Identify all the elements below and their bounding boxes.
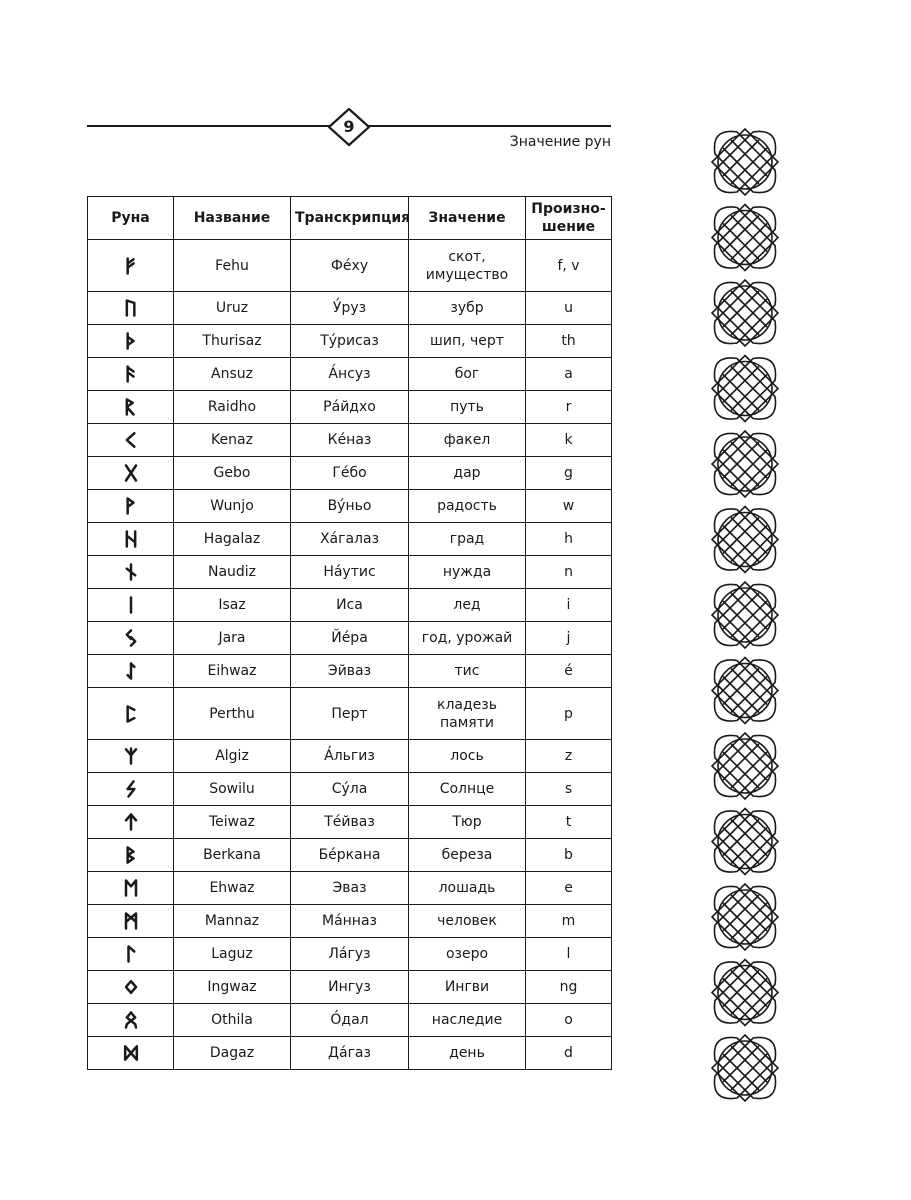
cell-meaning: Солнце — [409, 773, 526, 806]
cell-name: Uruz — [174, 292, 291, 325]
knot-ornament — [712, 356, 778, 422]
rune-wunjo-icon — [121, 496, 141, 516]
cell-name: Algiz — [174, 740, 291, 773]
cell-meaning: лось — [409, 740, 526, 773]
cell-pronunciation: l — [526, 938, 612, 971]
rune-cell — [88, 589, 174, 622]
cell-name: Perthu — [174, 688, 291, 740]
rune-gebo-icon — [121, 463, 141, 483]
cell-name: Raidho — [174, 391, 291, 424]
cell-pronunciation: ng — [526, 971, 612, 1004]
cell-meaning: день — [409, 1037, 526, 1070]
cell-meaning: тис — [409, 655, 526, 688]
cell-transcription: А́льгиз — [291, 740, 409, 773]
cell-name: Isaz — [174, 589, 291, 622]
cell-meaning: бог — [409, 358, 526, 391]
rune-cell — [88, 325, 174, 358]
rune-isaz-icon — [121, 595, 141, 615]
cell-meaning: год, урожай — [409, 622, 526, 655]
rune-ehwaz-icon — [121, 878, 141, 898]
rune-mannaz-icon — [121, 911, 141, 931]
rune-eihwaz-icon — [121, 661, 141, 681]
table-header-row — [88, 197, 612, 240]
knot-ornament — [712, 280, 778, 346]
table-row — [88, 1004, 612, 1037]
rune-cell — [88, 773, 174, 806]
rune-cell — [88, 292, 174, 325]
rune-kenaz-icon — [121, 430, 141, 450]
knot-ornament — [712, 960, 778, 1026]
table-row — [88, 773, 612, 806]
cell-name: Sowilu — [174, 773, 291, 806]
rune-laguz-icon — [121, 944, 141, 964]
cell-pronunciation: d — [526, 1037, 612, 1070]
rune-cell — [88, 490, 174, 523]
cell-transcription: О́дал — [291, 1004, 409, 1037]
knot-ornament — [712, 809, 778, 875]
knot-ornament — [712, 507, 778, 573]
cell-meaning: скот, имущество — [409, 240, 526, 292]
cell-transcription: Ге́бо — [291, 457, 409, 490]
cell-pronunciation: g — [526, 457, 612, 490]
cell-transcription: Ха́галаз — [291, 523, 409, 556]
table-row — [88, 457, 612, 490]
table-row — [88, 905, 612, 938]
rune-table — [87, 196, 612, 1070]
knot-ornament — [712, 658, 778, 724]
cell-meaning: озеро — [409, 938, 526, 971]
cell-pronunciation: th — [526, 325, 612, 358]
cell-transcription: Эваз — [291, 872, 409, 905]
rune-raidho-icon — [121, 397, 141, 417]
table-row — [88, 1037, 612, 1070]
cell-transcription: Ву́ньо — [291, 490, 409, 523]
rune-cell — [88, 391, 174, 424]
table-row — [88, 240, 612, 292]
rune-cell — [88, 655, 174, 688]
knot-ornament — [712, 1035, 778, 1101]
table-row — [88, 325, 612, 358]
rune-cell — [88, 905, 174, 938]
cell-pronunciation: b — [526, 839, 612, 872]
cell-transcription: Перт — [291, 688, 409, 740]
cell-meaning: лед — [409, 589, 526, 622]
cell-transcription: Да́газ — [291, 1037, 409, 1070]
cell-meaning: шип, черт — [409, 325, 526, 358]
cell-pronunciation: e — [526, 872, 612, 905]
cell-name: Wunjo — [174, 490, 291, 523]
table-row — [88, 391, 612, 424]
table-row — [88, 424, 612, 457]
rune-cell — [88, 938, 174, 971]
cell-name: Fehu — [174, 240, 291, 292]
rune-cell — [88, 457, 174, 490]
rune-cell — [88, 872, 174, 905]
cell-meaning: человек — [409, 905, 526, 938]
cell-name: Mannaz — [174, 905, 291, 938]
rune-cell — [88, 1037, 174, 1070]
cell-meaning: радость — [409, 490, 526, 523]
cell-name: Thurisaz — [174, 325, 291, 358]
cell-meaning: путь — [409, 391, 526, 424]
celtic-knot-border — [708, 124, 782, 1104]
cell-name: Naudiz — [174, 556, 291, 589]
rune-teiwaz-icon — [121, 812, 141, 832]
knot-ornament — [712, 884, 778, 950]
rune-cell — [88, 556, 174, 589]
rune-cell — [88, 971, 174, 1004]
cell-transcription: Ра́йдхо — [291, 391, 409, 424]
column-header: Произно- шение — [526, 197, 612, 240]
cell-pronunciation: m — [526, 905, 612, 938]
rune-othila-icon — [121, 1010, 141, 1030]
rune-cell — [88, 358, 174, 391]
rune-cell — [88, 622, 174, 655]
cell-transcription: А́нсуз — [291, 358, 409, 391]
cell-meaning: нужда — [409, 556, 526, 589]
cell-pronunciation: h — [526, 523, 612, 556]
cell-pronunciation: j — [526, 622, 612, 655]
cell-transcription: У́руз — [291, 292, 409, 325]
cell-meaning: наследие — [409, 1004, 526, 1037]
cell-name: Kenaz — [174, 424, 291, 457]
cell-name: Teiwaz — [174, 806, 291, 839]
table-row — [88, 688, 612, 740]
rune-fehu-icon — [121, 256, 141, 276]
cell-name: Gebo — [174, 457, 291, 490]
column-header: Значение — [409, 197, 526, 240]
rune-cell — [88, 688, 174, 740]
rune-thurisaz-icon — [121, 331, 141, 351]
table-row — [88, 589, 612, 622]
rune-ingwaz-icon — [121, 977, 141, 997]
cell-name: Hagalaz — [174, 523, 291, 556]
cell-name: Dagaz — [174, 1037, 291, 1070]
cell-pronunciation: i — [526, 589, 612, 622]
table-row — [88, 740, 612, 773]
rune-ansuz-icon — [121, 364, 141, 384]
cell-name: Othila — [174, 1004, 291, 1037]
rune-uruz-icon — [121, 298, 141, 318]
table-row — [88, 971, 612, 1004]
page-number: 9 — [343, 117, 355, 136]
column-header: Руна — [88, 197, 174, 240]
cell-transcription: Бе́ркана — [291, 839, 409, 872]
table-row — [88, 556, 612, 589]
rune-cell — [88, 424, 174, 457]
rune-cell — [88, 523, 174, 556]
cell-pronunciation: o — [526, 1004, 612, 1037]
table-row — [88, 523, 612, 556]
cell-transcription: Фе́ху — [291, 240, 409, 292]
cell-name: Jara — [174, 622, 291, 655]
cell-name: Berkana — [174, 839, 291, 872]
table-row — [88, 806, 612, 839]
table-row — [88, 490, 612, 523]
cell-meaning: Ингви — [409, 971, 526, 1004]
cell-transcription: Ма́нназ — [291, 905, 409, 938]
cell-name: Ingwaz — [174, 971, 291, 1004]
cell-meaning: кладезь памяти — [409, 688, 526, 740]
cell-meaning: град — [409, 523, 526, 556]
rune-cell — [88, 240, 174, 292]
cell-transcription: Ке́наз — [291, 424, 409, 457]
cell-pronunciation: s — [526, 773, 612, 806]
cell-pronunciation: f, v — [526, 240, 612, 292]
table-row — [88, 622, 612, 655]
rune-naudiz-icon — [121, 562, 141, 582]
cell-pronunciation: k — [526, 424, 612, 457]
cell-meaning: зубр — [409, 292, 526, 325]
cell-meaning: факел — [409, 424, 526, 457]
column-header: Название — [174, 197, 291, 240]
rune-cell — [88, 806, 174, 839]
cell-transcription: Иса — [291, 589, 409, 622]
cell-name: Ehwaz — [174, 872, 291, 905]
rune-sowilu-icon — [121, 779, 141, 799]
cell-meaning: Тюр — [409, 806, 526, 839]
table-row — [88, 655, 612, 688]
rune-cell — [88, 839, 174, 872]
cell-pronunciation: z — [526, 740, 612, 773]
knot-ornament — [712, 129, 778, 195]
cell-transcription: На́утис — [291, 556, 409, 589]
cell-meaning: лошадь — [409, 872, 526, 905]
cell-transcription: Ингуз — [291, 971, 409, 1004]
table-row — [88, 292, 612, 325]
cell-pronunciation: a — [526, 358, 612, 391]
cell-transcription: Ла́гуз — [291, 938, 409, 971]
running-title: Значение рун — [509, 134, 611, 150]
rune-cell — [88, 1004, 174, 1037]
table-row — [88, 839, 612, 872]
cell-pronunciation: n — [526, 556, 612, 589]
rune-algiz-icon — [121, 746, 141, 766]
cell-transcription: Ту́рисаз — [291, 325, 409, 358]
knot-ornament — [712, 733, 778, 799]
cell-transcription: Йе́ра — [291, 622, 409, 655]
knot-ornament — [712, 431, 778, 497]
cell-name: Laguz — [174, 938, 291, 971]
cell-transcription: Су́ла — [291, 773, 409, 806]
cell-meaning: береза — [409, 839, 526, 872]
table-row — [88, 938, 612, 971]
cell-transcription: Те́йваз — [291, 806, 409, 839]
cell-pronunciation: p — [526, 688, 612, 740]
column-header: Транскрипция — [291, 197, 409, 240]
rune-perthu-icon — [121, 704, 141, 724]
cell-pronunciation: t — [526, 806, 612, 839]
cell-name: Ansuz — [174, 358, 291, 391]
table-body — [88, 240, 612, 1070]
cell-pronunciation: w — [526, 490, 612, 523]
rune-jara-icon — [121, 628, 141, 648]
rune-dagaz-icon — [121, 1043, 141, 1063]
cell-pronunciation: é — [526, 655, 612, 688]
cell-meaning: дар — [409, 457, 526, 490]
knot-ornament — [712, 205, 778, 271]
knot-ornament — [712, 582, 778, 648]
cell-pronunciation: u — [526, 292, 612, 325]
rune-hagalaz-icon — [121, 529, 141, 549]
table-row — [88, 872, 612, 905]
cell-name: Eihwaz — [174, 655, 291, 688]
cell-transcription: Эйваз — [291, 655, 409, 688]
cell-pronunciation: r — [526, 391, 612, 424]
table-row — [88, 358, 612, 391]
rune-cell — [88, 740, 174, 773]
rune-berkana-icon — [121, 845, 141, 865]
